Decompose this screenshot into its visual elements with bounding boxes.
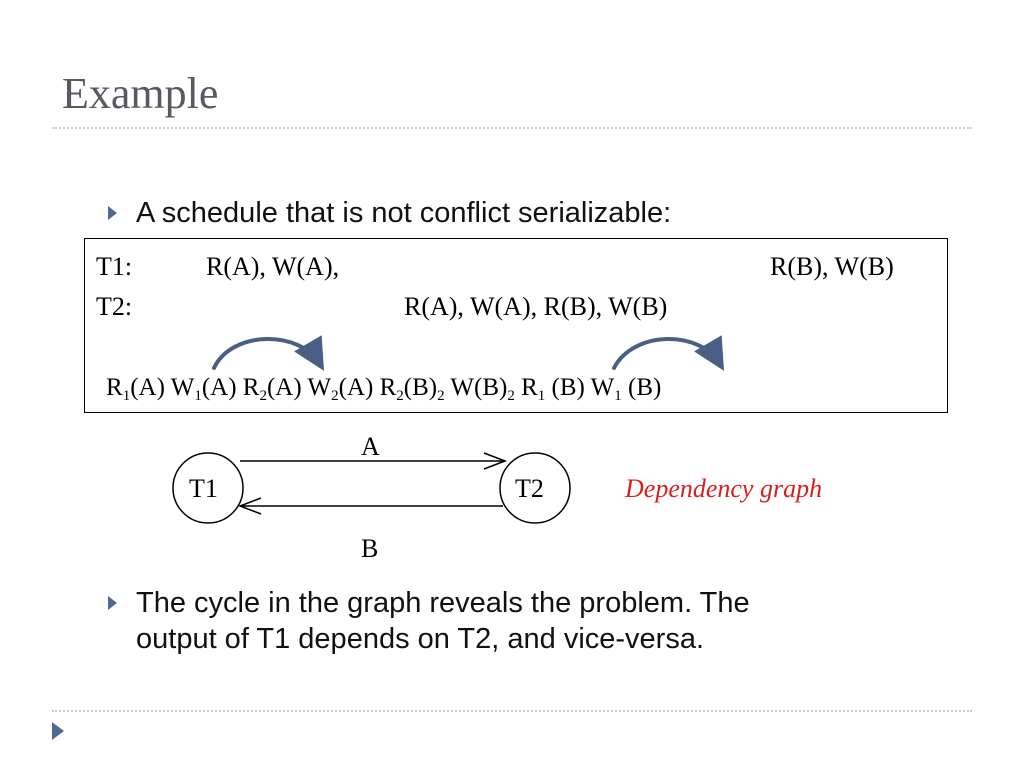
seq-op-6: $W(B)_2$ <box>450 374 515 404</box>
t2-label: T2: <box>96 292 133 321</box>
bullet-text-2-line-2: output of T1 depends on T2, and vice-versa. <box>136 623 705 655</box>
slide-title: Example <box>62 69 219 118</box>
seq-op-4: $W_2(A)$ <box>307 374 374 404</box>
t2-ops: R(A), W(A), R(B), W(B) <box>404 292 668 321</box>
next-slide-icon[interactable] <box>52 722 64 740</box>
bullet-arrow-icon <box>108 596 117 610</box>
edge-b-arrow <box>240 498 503 514</box>
t1-ops-left: R(A), W(A), <box>206 252 340 281</box>
seq-op-3: $R_2(A)$ <box>242 374 302 404</box>
seq-op-8: $W_1$ (B) <box>590 374 662 404</box>
t1-label: T1: <box>96 252 133 281</box>
t1-ops-right: R(B), W(B) <box>770 252 894 281</box>
conflict-arc-b <box>614 339 720 368</box>
bullet-text-2-line-1: The cycle in the graph reveals the problem. The <box>136 587 750 619</box>
footer-divider <box>52 710 972 712</box>
node-t2-label: T2 <box>515 474 544 503</box>
edge-a-label: A <box>361 432 380 461</box>
conflict-arc-a <box>214 339 320 368</box>
seq-op-7: $R_1$ (B) <box>521 374 585 404</box>
graph-caption: Dependency graph <box>625 474 823 503</box>
seq-op-2: $W_1(A)$ <box>170 374 237 404</box>
seq-op-1: $R_1(A)$ <box>106 374 165 404</box>
edge-b-label: B <box>361 534 379 563</box>
bullet-text-1: A schedule that is not conflict serializable: <box>136 197 672 229</box>
node-t1-label: T1 <box>189 474 218 503</box>
seq-op-5: $R_2(B)_2$ <box>379 374 445 404</box>
